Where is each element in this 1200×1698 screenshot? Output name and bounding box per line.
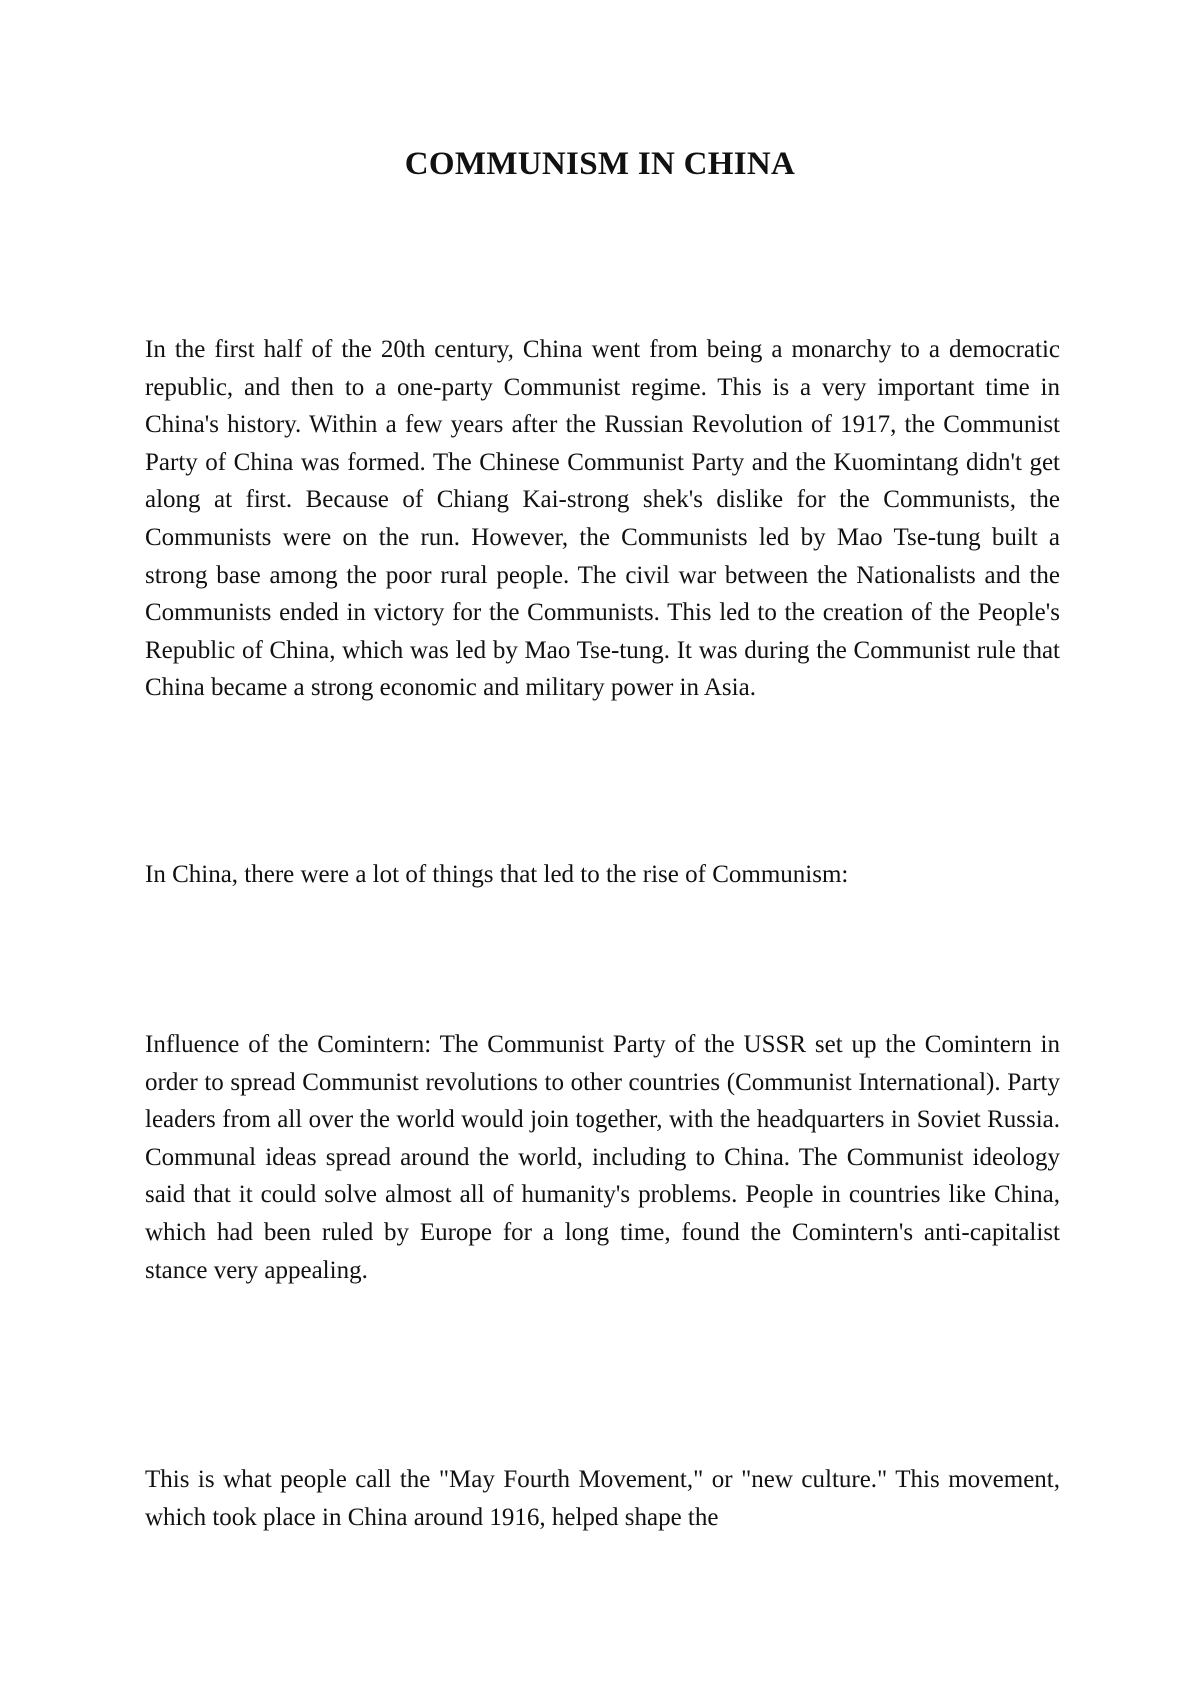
- document-title: COMMUNISM IN CHINA: [404, 146, 796, 182]
- paragraph-rise-lead-in: In China, there were a lot of things that led to the rise of Communism:: [145, 861, 849, 888]
- paragraph-intro: In the first half of the 20th century, China went from being a monarchy to a democratic republic, and then to a one-party Communist regime. This is a very important time in China's history. Within a few years after the Russian Revolution of 1917, the Communist Party of China was formed. The Chinese Communist Party and the Kuomintang didn't get along at first. Because of Chiang Kai-strong shek's dislike for the Communists, the Communists were on the run. However, the Communists led by Mao Tse-tung built a strong base among the poor rural people. The civil war between the Nationalists and the Communists ended in victory for the Communists. This led to the creation of the People's Republic of China, which was led by Mao Tse-tung. It was during the Communist rule that China became a strong economic and military power in Asia.: [145, 336, 1060, 702]
- paragraph-may-fourth: This is what people call the "May Fourth Movement," or "new culture." This movement, which took place in China around 1916, helped shape the: [145, 1466, 1060, 1531]
- paragraph-comintern: Influence of the Comintern: The Communist Party of the USSR set up the Comintern in order to spread Communist revolutions to other countries (Communist International). Party leaders from all over the world would join together, with the headquarters in Soviet Russia. Communal ideas spread around the world, including to China. The Communist ideology said that it could solve almost all of humanity's problems. People in countries like China, which had been ruled by Europe for a long time, found the Comintern's anti-capitalist stance very appealing.: [145, 1031, 1060, 1284]
